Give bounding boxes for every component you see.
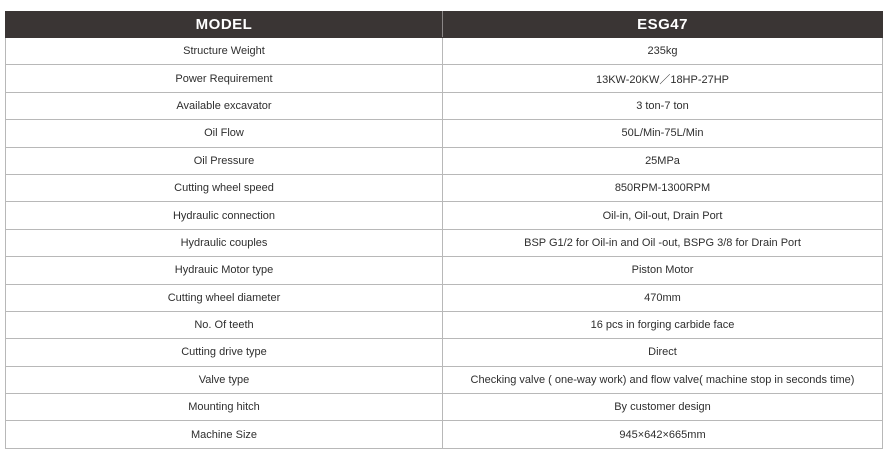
- spec-row: [6, 38, 883, 65]
- spec-row: [6, 92, 883, 119]
- spec-value: 235kg: [443, 38, 883, 65]
- spec-row: [6, 284, 883, 311]
- spec-label: Machine Size: [6, 421, 443, 448]
- spec-row: [6, 311, 883, 338]
- spec-value: BSP G1/2 for Oil-in and Oil -out, BSPG 3/8 for Drain Port: [443, 229, 883, 256]
- spec-label: Oil Pressure: [6, 147, 443, 174]
- spec-row: [6, 174, 883, 201]
- spec-label: Hydrauic Motor type: [6, 257, 443, 284]
- spec-label: Power Requirement: [6, 65, 443, 92]
- spec-value: 470mm: [443, 284, 883, 311]
- spec-label: Structure Weight: [6, 38, 443, 65]
- spec-value: 850RPM-1300RPM: [443, 174, 883, 201]
- spec-table: [5, 11, 883, 449]
- header-row: [6, 12, 883, 38]
- spec-label: Oil Flow: [6, 120, 443, 147]
- spec-value: By customer design: [443, 394, 883, 421]
- spec-value: 945×642×665mm: [443, 421, 883, 448]
- spec-value: Direct: [443, 339, 883, 366]
- spec-label: Cutting drive type: [6, 339, 443, 366]
- spec-row: [6, 339, 883, 366]
- spec-table-header: [6, 12, 883, 38]
- spec-label: Valve type: [6, 366, 443, 393]
- spec-value: 50L/Min-75L/Min: [443, 120, 883, 147]
- spec-label: Hydraulic couples: [6, 229, 443, 256]
- spec-label: Cutting wheel diameter: [6, 284, 443, 311]
- model-value: ESG47: [443, 12, 883, 38]
- spec-value: Piston Motor: [443, 257, 883, 284]
- spec-row: [6, 394, 883, 421]
- spec-row: [6, 147, 883, 174]
- spec-row: [6, 120, 883, 147]
- spec-row: [6, 257, 883, 284]
- spec-row: [6, 202, 883, 229]
- model-label: MODEL: [6, 12, 443, 38]
- spec-label: No. Of teeth: [6, 311, 443, 338]
- spec-label: Available excavator: [6, 92, 443, 119]
- spec-row: [6, 421, 883, 448]
- spec-label: Hydraulic connection: [6, 202, 443, 229]
- spec-row: [6, 229, 883, 256]
- spec-table-body: [6, 38, 883, 449]
- spec-value: 13KW-20KW／18HP-27HP: [443, 65, 883, 92]
- spec-value: 3 ton-7 ton: [443, 92, 883, 119]
- spec-value: 16 pcs in forging carbide face: [443, 311, 883, 338]
- spec-row: [6, 65, 883, 92]
- spec-value: Oil-in, Oil-out, Drain Port: [443, 202, 883, 229]
- spec-value: Checking valve ( one-way work) and flow valve( machine stop in seconds time): [443, 366, 883, 393]
- spec-label: Cutting wheel speed: [6, 174, 443, 201]
- spec-value: 25MPa: [443, 147, 883, 174]
- spec-row: [6, 366, 883, 393]
- spec-label: Mounting hitch: [6, 394, 443, 421]
